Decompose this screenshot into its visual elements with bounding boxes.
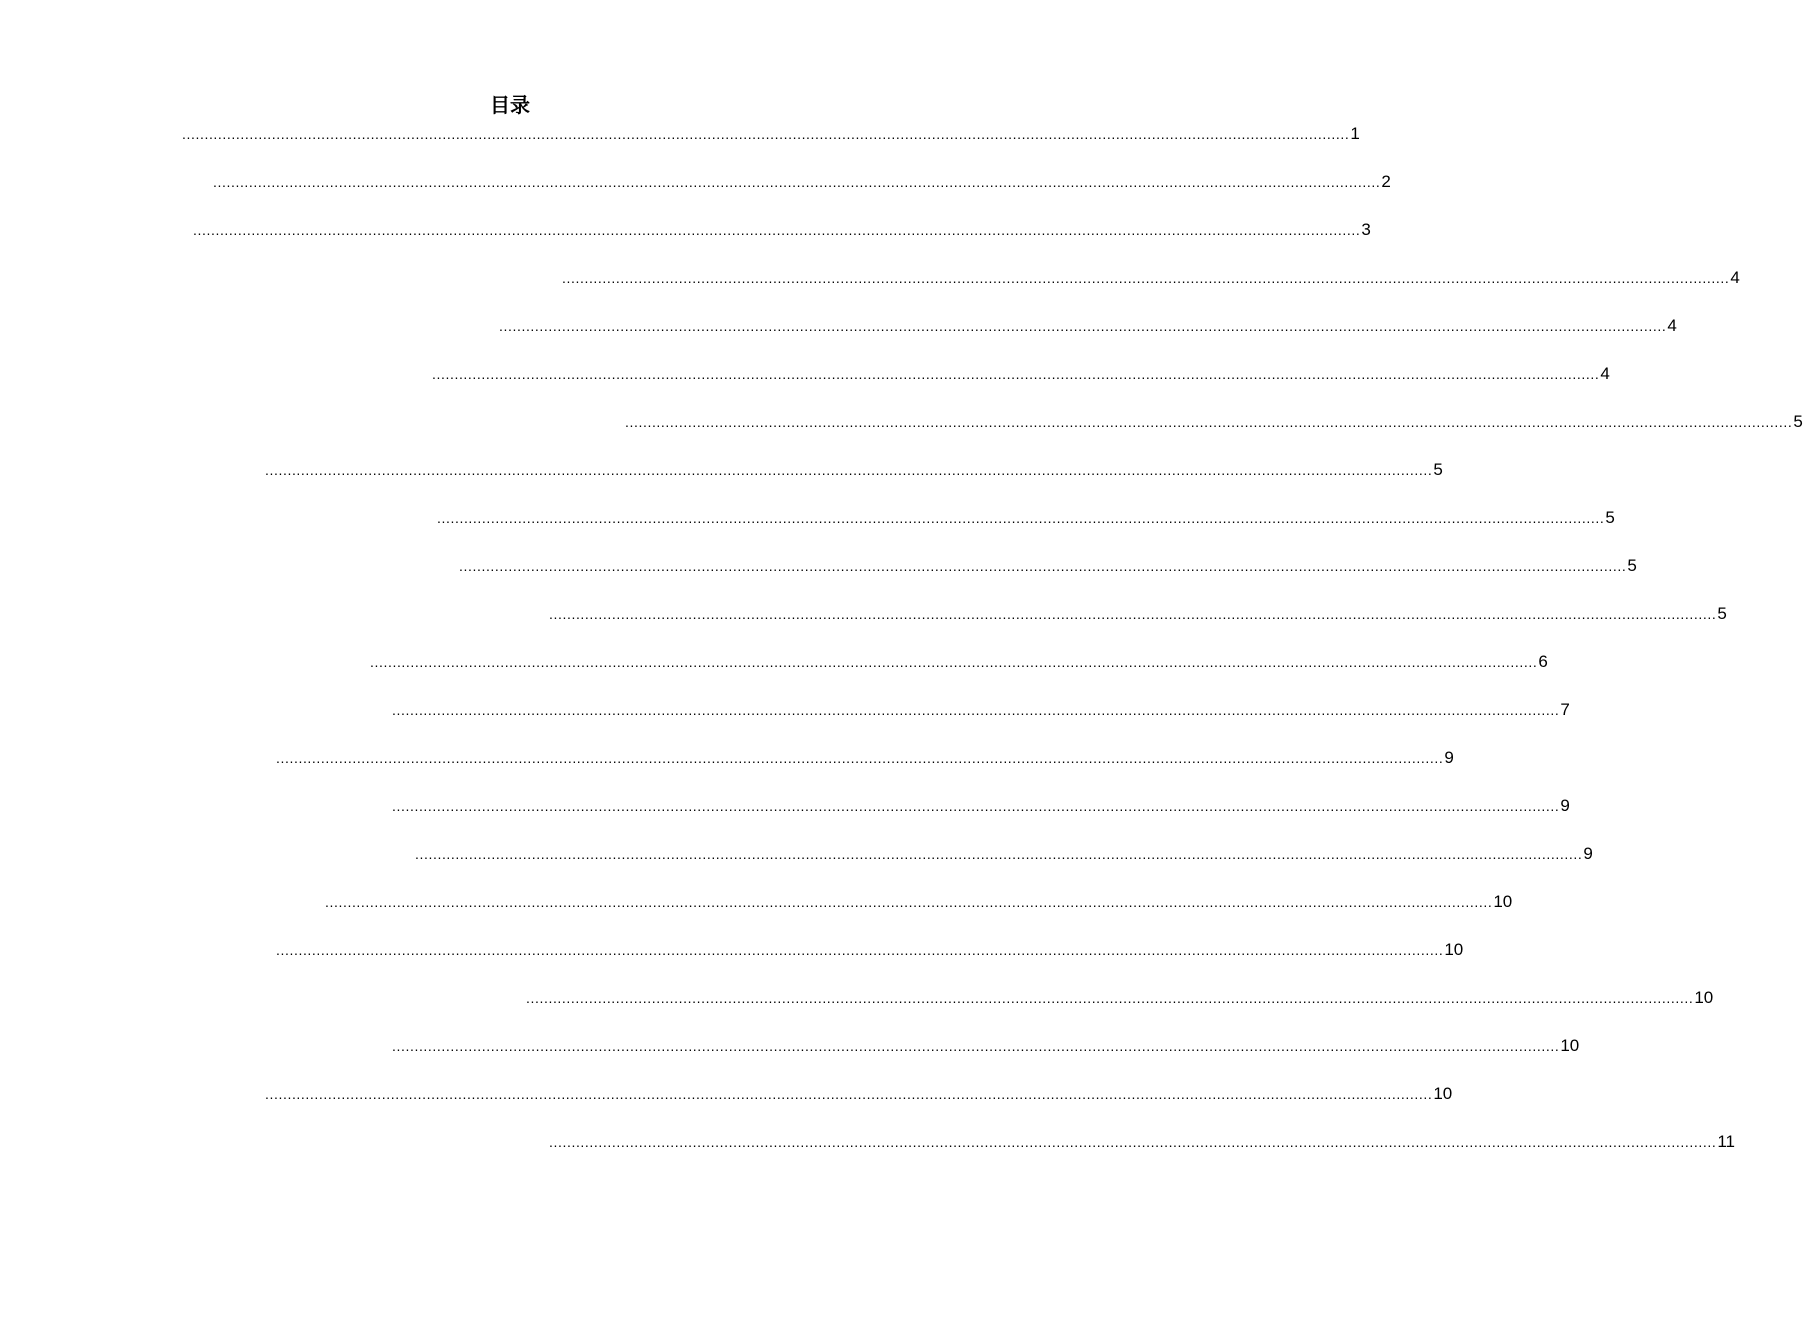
toc-entry[interactable] [265, 456, 1443, 480]
toc-entry[interactable] [432, 360, 1610, 384]
toc-page-number: 10 [1560, 1036, 1580, 1055]
toc-entry[interactable] [392, 696, 1570, 720]
toc-entry[interactable] [276, 936, 1464, 960]
dot-leader: .................................................................................................................................................................................................................................................................... [392, 1038, 1560, 1054]
dot-leader: .................................................................................................................................................................................................................................................................... [325, 894, 1493, 910]
toc-entry[interactable] [459, 552, 1637, 576]
toc-entry[interactable] [182, 120, 1360, 144]
dot-leader: .................................................................................................................................................................................................................................................................... [499, 318, 1667, 334]
toc-page-number: 4 [1730, 268, 1740, 287]
toc-entry[interactable] [549, 1128, 1735, 1152]
dot-leader: .................................................................................................................................................................................................................................................................... [265, 462, 1433, 478]
dot-leader: .................................................................................................................................................................................................................................................................... [432, 366, 1600, 382]
dot-leader: .................................................................................................................................................................................................................................................................... [549, 606, 1717, 622]
toc-page-number: 5 [1605, 508, 1615, 527]
dot-leader: .................................................................................................................................................................................................................................................................... [392, 702, 1560, 718]
dot-leader: .................................................................................................................................................................................................................................................................... [625, 414, 1793, 430]
toc-entry[interactable] [392, 792, 1570, 816]
toc-entry[interactable] [276, 744, 1454, 768]
toc-page-number: 4 [1667, 316, 1677, 335]
toc-page-number: 7 [1560, 700, 1570, 719]
toc-page-number: 6 [1538, 652, 1548, 671]
toc-page-number: 10 [1433, 1084, 1453, 1103]
toc-page-number: 3 [1361, 220, 1371, 239]
toc-entry[interactable] [213, 168, 1391, 192]
dot-leader: .................................................................................................................................................................................................................................................................... [193, 222, 1361, 238]
toc-entry[interactable] [193, 216, 1371, 240]
toc-entry[interactable] [562, 264, 1740, 288]
toc-page-number: 1 [1350, 124, 1360, 143]
dot-leader: .................................................................................................................................................................................................................................................................... [437, 510, 1605, 526]
toc-page-number: 11 [1717, 1132, 1735, 1151]
toc-entry[interactable] [415, 840, 1593, 864]
toc-page-number: 9 [1444, 748, 1454, 767]
toc-page-number: 2 [1381, 172, 1391, 191]
toc-entry[interactable] [370, 648, 1548, 672]
dot-leader: .................................................................................................................................................................................................................................................................... [459, 558, 1627, 574]
dot-leader: .................................................................................................................................................................................................................................................................... [182, 126, 1350, 142]
dot-leader: .................................................................................................................................................................................................................................................................... [276, 942, 1444, 958]
toc-entry[interactable] [325, 888, 1513, 912]
dot-leader: .................................................................................................................................................................................................................................................................... [392, 798, 1560, 814]
dot-leader: .................................................................................................................................................................................................................................................................... [265, 1086, 1433, 1102]
toc-entry[interactable] [526, 984, 1714, 1008]
toc-page-number: 10 [1694, 988, 1714, 1007]
toc-page-number: 5 [1433, 460, 1443, 479]
toc-title: 目录 [490, 93, 530, 117]
dot-leader: .................................................................................................................................................................................................................................................................... [562, 270, 1730, 286]
toc-entry[interactable] [265, 1080, 1453, 1104]
toc-page-number: 10 [1444, 940, 1464, 959]
dot-leader: .................................................................................................................................................................................................................................................................... [370, 654, 1538, 670]
dot-leader: .................................................................................................................................................................................................................................................................... [549, 1134, 1717, 1150]
toc-page-number: 5 [1793, 412, 1803, 431]
dot-leader: .................................................................................................................................................................................................................................................................... [276, 750, 1444, 766]
toc-entry[interactable] [549, 600, 1727, 624]
toc-page-number: 9 [1583, 844, 1593, 863]
toc-page-number: 4 [1600, 364, 1610, 383]
toc-page-number: 5 [1717, 604, 1727, 623]
toc-page-number: 10 [1493, 892, 1513, 911]
toc-entry[interactable] [625, 408, 1803, 432]
toc-entry[interactable] [499, 312, 1677, 336]
toc-page-number: 5 [1627, 556, 1637, 575]
dot-leader: .................................................................................................................................................................................................................................................................... [526, 990, 1694, 1006]
toc-page-number: 9 [1560, 796, 1570, 815]
dot-leader: .................................................................................................................................................................................................................................................................... [213, 174, 1381, 190]
dot-leader: .................................................................................................................................................................................................................................................................... [415, 846, 1583, 862]
toc-entry[interactable] [437, 504, 1615, 528]
toc-entry[interactable] [392, 1032, 1580, 1056]
